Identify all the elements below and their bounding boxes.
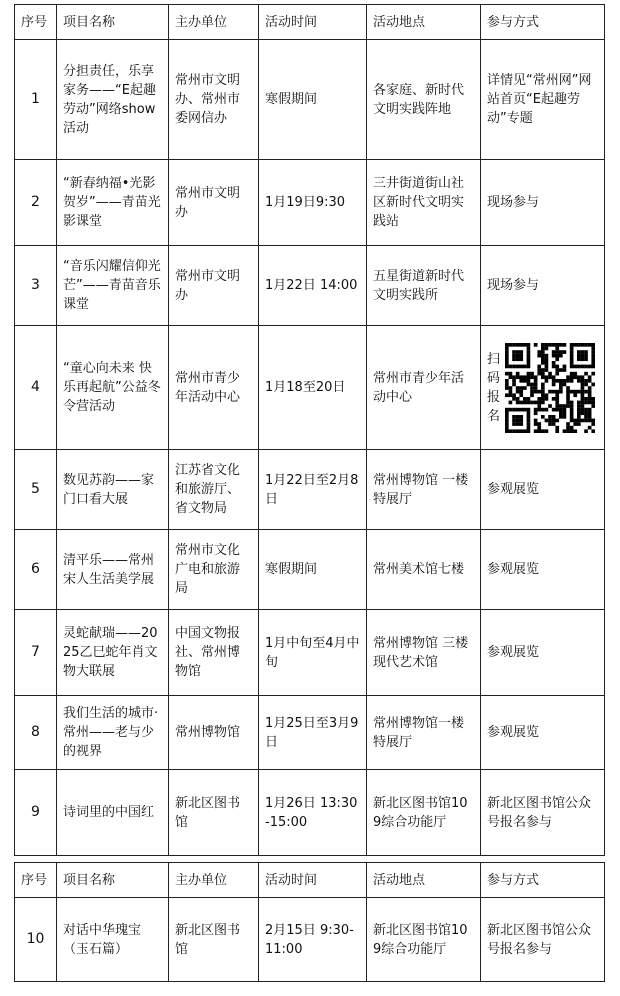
table-header-row — [15, 863, 605, 898]
project-name: 分担责任，乐享家务——“E起趣劳动”网络show活动 — [57, 40, 169, 160]
row-number: 1 — [15, 40, 57, 160]
qr-signup — [487, 343, 598, 433]
qr-code-icon[interactable] — [505, 343, 595, 433]
header-time: 活动时间 — [259, 5, 367, 40]
activity-time: 1月19日9:30 — [259, 160, 367, 246]
activity-time: 1月中旬至4月中旬 — [259, 610, 367, 696]
header-name: 项目名称 — [57, 5, 169, 40]
project-name: 灵蛇献瑞——2025乙巳蛇年肖文物大联展 — [57, 610, 169, 696]
scan-signup-label: 扫码报名 — [487, 351, 501, 424]
host-unit: 常州市文明办、常州市委网信办 — [169, 40, 259, 160]
host-unit: 常州市文明办 — [169, 160, 259, 246]
activity-place: 常州美术馆七楼 — [367, 530, 481, 610]
project-name: “音乐闪耀信仰光芒”——青苗音乐课堂 — [57, 246, 169, 326]
table-row — [15, 898, 605, 982]
activity-time: 寒假期间 — [259, 530, 367, 610]
row-number: 5 — [15, 450, 57, 530]
activity-place: 五星街道新时代文明实践所 — [367, 246, 481, 326]
activity-table-continued — [14, 862, 605, 982]
header-host: 主办单位 — [169, 5, 259, 40]
participation: 详情见“常州网”网站首页“E起趣劳动”专题 — [481, 40, 605, 160]
table-row — [15, 246, 605, 326]
table-row — [15, 530, 605, 610]
activity-place: 常州市青少年活动中心 — [367, 326, 481, 450]
participation — [481, 326, 605, 450]
activity-place: 常州博物馆 一楼特展厅 — [367, 450, 481, 530]
host-unit: 常州市文化广电和旅游局 — [169, 530, 259, 610]
table-row — [15, 40, 605, 160]
row-number: 10 — [15, 898, 57, 982]
activity-place: 新北区图书馆109综合功能厅 — [367, 770, 481, 856]
table-header-row — [15, 5, 605, 40]
header-name: 项目名称 — [57, 863, 169, 898]
participation: 现场参与 — [481, 246, 605, 326]
project-name: 清平乐——常州宋人生活美学展 — [57, 530, 169, 610]
row-number: 2 — [15, 160, 57, 246]
participation: 参观展览 — [481, 696, 605, 770]
host-unit: 江苏省文化和旅游厅、省文物局 — [169, 450, 259, 530]
participation: 参观展览 — [481, 450, 605, 530]
project-name: “童心向未来 快乐再起航”公益冬令营活动 — [57, 326, 169, 450]
table-row — [15, 770, 605, 856]
row-number: 6 — [15, 530, 57, 610]
row-number: 7 — [15, 610, 57, 696]
table-row — [15, 610, 605, 696]
participation: 现场参与 — [481, 160, 605, 246]
host-unit: 常州市文明办 — [169, 246, 259, 326]
project-name: “新春纳福•光影贺岁”——青苗光影课堂 — [57, 160, 169, 246]
header-place: 活动地点 — [367, 863, 481, 898]
participation: 参观展览 — [481, 610, 605, 696]
row-number: 9 — [15, 770, 57, 856]
activity-place: 三井街道街山社区新时代文明实践站 — [367, 160, 481, 246]
table-row — [15, 450, 605, 530]
host-unit: 常州市青少年活动中心 — [169, 326, 259, 450]
activity-place: 常州博物馆一楼特展厅 — [367, 696, 481, 770]
header-join: 参与方式 — [481, 863, 605, 898]
activity-place: 新北区图书馆109综合功能厅 — [367, 898, 481, 982]
header-place: 活动地点 — [367, 5, 481, 40]
activity-time: 2月15日 9:30-11:00 — [259, 898, 367, 982]
project-name: 诗词里的中国红 — [57, 770, 169, 856]
host-unit: 中国文物报社、常州博物馆 — [169, 610, 259, 696]
row-number: 3 — [15, 246, 57, 326]
row-number: 4 — [15, 326, 57, 450]
project-name: 我们生活的城市·常州——老与少的视界 — [57, 696, 169, 770]
row-number: 8 — [15, 696, 57, 770]
project-name: 数见苏韵——家门口看大展 — [57, 450, 169, 530]
activity-table — [14, 4, 605, 856]
participation: 新北区图书馆公众号报名参与 — [481, 770, 605, 856]
activity-time: 1月22日 14:00 — [259, 246, 367, 326]
table-row — [15, 696, 605, 770]
table-row — [15, 160, 605, 246]
header-no: 序号 — [15, 863, 57, 898]
header-join: 参与方式 — [481, 5, 605, 40]
activity-time: 1月25日至3月9日 — [259, 696, 367, 770]
table-row — [15, 326, 605, 450]
host-unit: 常州博物馆 — [169, 696, 259, 770]
activity-place: 常州博物馆 三楼现代艺术馆 — [367, 610, 481, 696]
header-time: 活动时间 — [259, 863, 367, 898]
activity-time: 1月22日至2月8日 — [259, 450, 367, 530]
header-host: 主办单位 — [169, 863, 259, 898]
project-name: 对话中华瑰宝（玉石篇） — [57, 898, 169, 982]
participation: 参观展览 — [481, 530, 605, 610]
participation: 新北区图书馆公众号报名参与 — [481, 898, 605, 982]
activity-time: 1月26日 13:30-15:00 — [259, 770, 367, 856]
activity-time: 寒假期间 — [259, 40, 367, 160]
activity-place: 各家庭、新时代文明实践阵地 — [367, 40, 481, 160]
host-unit: 新北区图书馆 — [169, 898, 259, 982]
host-unit: 新北区图书馆 — [169, 770, 259, 856]
activity-time: 1月18至20日 — [259, 326, 367, 450]
header-no: 序号 — [15, 5, 57, 40]
